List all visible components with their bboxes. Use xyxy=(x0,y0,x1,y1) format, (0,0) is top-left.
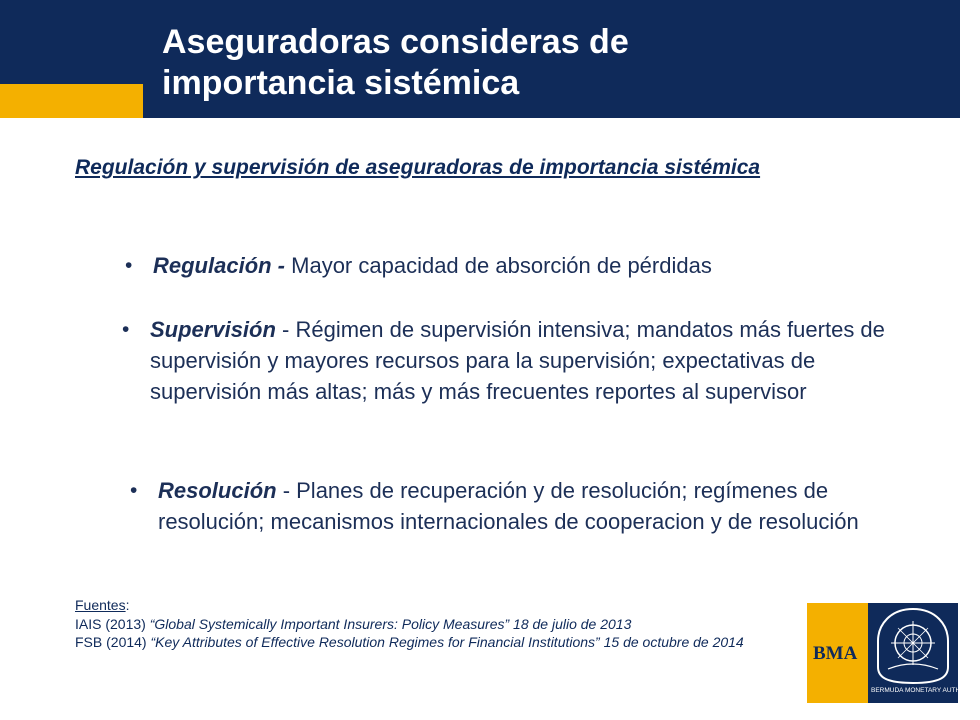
bullet-dot: • xyxy=(130,479,138,502)
bullet-term: Supervisión xyxy=(150,317,276,342)
bma-logo xyxy=(807,603,980,703)
bullet-term: Regulación - xyxy=(153,253,286,278)
source-fsb: FSB (2014) “Key Attributes of Effective Resolution Regimes for Financial Institutions” 15 de octubre de 2014 xyxy=(75,634,744,650)
bullet-resolucion xyxy=(130,475,898,537)
bullet-supervision xyxy=(122,314,910,407)
bullet-text: - Régimen de supervisión intensiva; mandatos más fuertes de supervisión y mayores recursos para la supervisión; expectativas de supervisión más altas; más y más frecuentes reportes al supervisor xyxy=(150,317,885,404)
logo-abbr: BMA xyxy=(813,643,858,664)
bullet-text: Mayor capacidad de absorción de pérdidas xyxy=(285,253,712,278)
title-line-2: importancia sistémica xyxy=(162,64,520,102)
bullet-text: - Planes de recuperación y de resolución; regímenes de resolución; mecanismos internacionales de cooperacion y de resolución xyxy=(158,478,859,534)
logo-name: BERMUDA MONETARY AUTHORITY xyxy=(871,687,980,694)
title-line-1: Aseguradoras consideras de xyxy=(162,23,629,61)
bullet-dot: • xyxy=(125,254,133,277)
slide-title xyxy=(162,22,922,104)
bullet-dot: • xyxy=(122,318,130,341)
header-accent-bar xyxy=(0,84,143,118)
sources-block: Fuentes: IAIS (2013) “Global Systemically Important Insurers: Policy Measures” 18 de julio de 2013 FSB (2014) “Key Attributes of Effective Resolution Regimes for Financial Institutions” 15 de octubre de 2014 xyxy=(75,596,785,652)
section-subtitle: Regulación y supervisión de aseguradoras de importancia sistémica xyxy=(75,156,761,179)
bullet-term: Resolución xyxy=(158,478,277,503)
sources-label: Fuentes xyxy=(75,597,126,613)
compass-emblem-icon xyxy=(868,603,958,687)
bullet-regulacion xyxy=(125,250,873,281)
source-iais: IAIS (2013) “Global Systemically Important Insurers: Policy Measures” 18 de julio de 2013 xyxy=(75,615,632,632)
